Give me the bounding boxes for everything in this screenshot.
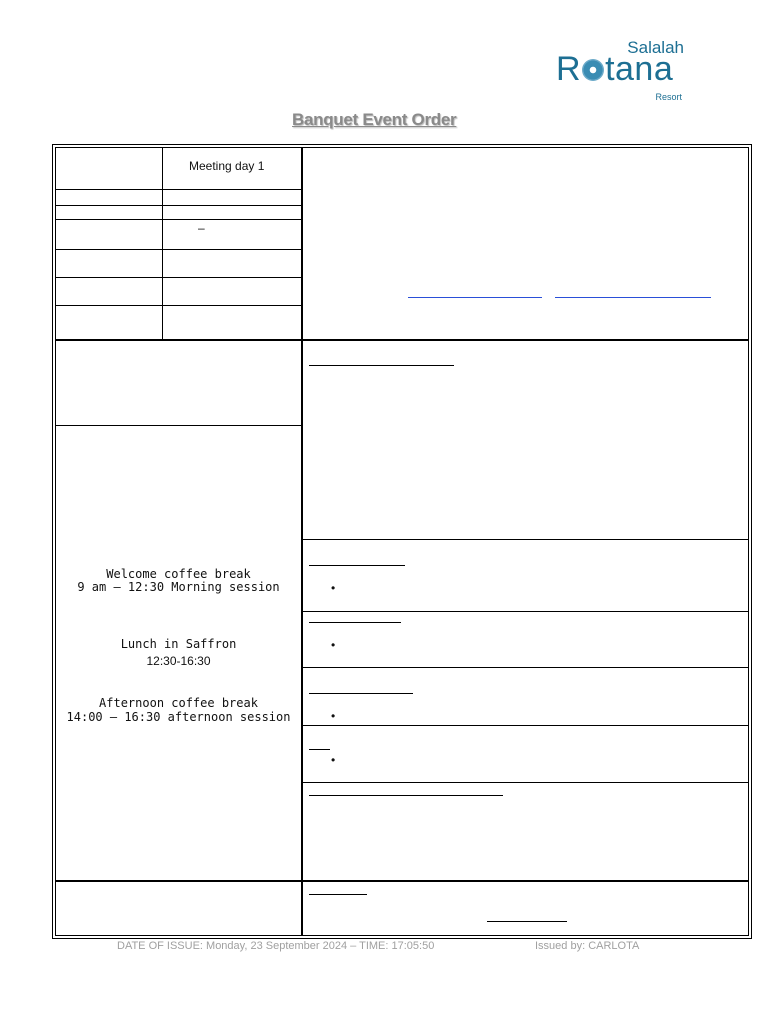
signature-line bbox=[487, 921, 567, 922]
dash-mark: – bbox=[198, 221, 205, 235]
schedule-welcome: Welcome coffee break bbox=[106, 567, 251, 581]
list-bullet: • bbox=[331, 638, 336, 652]
section-heading-rule bbox=[309, 565, 405, 566]
hotel-logo bbox=[552, 36, 692, 106]
document-title: Banquet Event Order bbox=[292, 110, 457, 129]
email-link[interactable] bbox=[408, 297, 542, 298]
logo-rotana-text: R tana bbox=[556, 50, 674, 88]
meeting-label: Meeting day 1 bbox=[189, 159, 265, 173]
list-bullet: • bbox=[331, 709, 336, 723]
section-heading-rule bbox=[309, 894, 367, 895]
logo-sun-icon bbox=[582, 59, 604, 81]
email-link-2[interactable] bbox=[555, 297, 711, 298]
schedule-lunch-time: 12:30-16:30 bbox=[146, 654, 211, 668]
details-block bbox=[302, 147, 749, 340]
section-heading-rule bbox=[309, 693, 413, 694]
section-heading-rule bbox=[309, 622, 401, 623]
logo-salalah-text: Salalah bbox=[627, 38, 684, 57]
logo-resort-text: Resort bbox=[655, 92, 682, 102]
section-heading-rule bbox=[309, 749, 330, 750]
bottom-left-cell bbox=[55, 881, 302, 936]
section-heading-rule bbox=[309, 795, 503, 796]
schedule-morning-session: 9 am – 12:30 Morning session bbox=[77, 580, 280, 594]
list-bullet: • bbox=[331, 581, 336, 595]
schedule-lunch: Lunch in Saffron bbox=[120, 637, 237, 651]
section-heading-rule bbox=[309, 365, 454, 366]
info-block bbox=[55, 147, 302, 340]
list-bullet: • bbox=[331, 753, 336, 767]
bottom-right-cell bbox=[302, 881, 749, 936]
issue-date-text: DATE OF ISSUE: Monday, 23 September 2024 – TIME: 17:05:50 bbox=[117, 940, 435, 952]
event-order-table bbox=[52, 144, 752, 939]
schedule-afternoon-break: Afternoon coffee break bbox=[99, 696, 258, 710]
issued-by-text: Issued by: CARLOTA bbox=[535, 940, 640, 952]
schedule-afternoon-session: 14:00 – 16:30 afternoon session bbox=[66, 710, 291, 724]
schedule-column bbox=[55, 340, 302, 881]
